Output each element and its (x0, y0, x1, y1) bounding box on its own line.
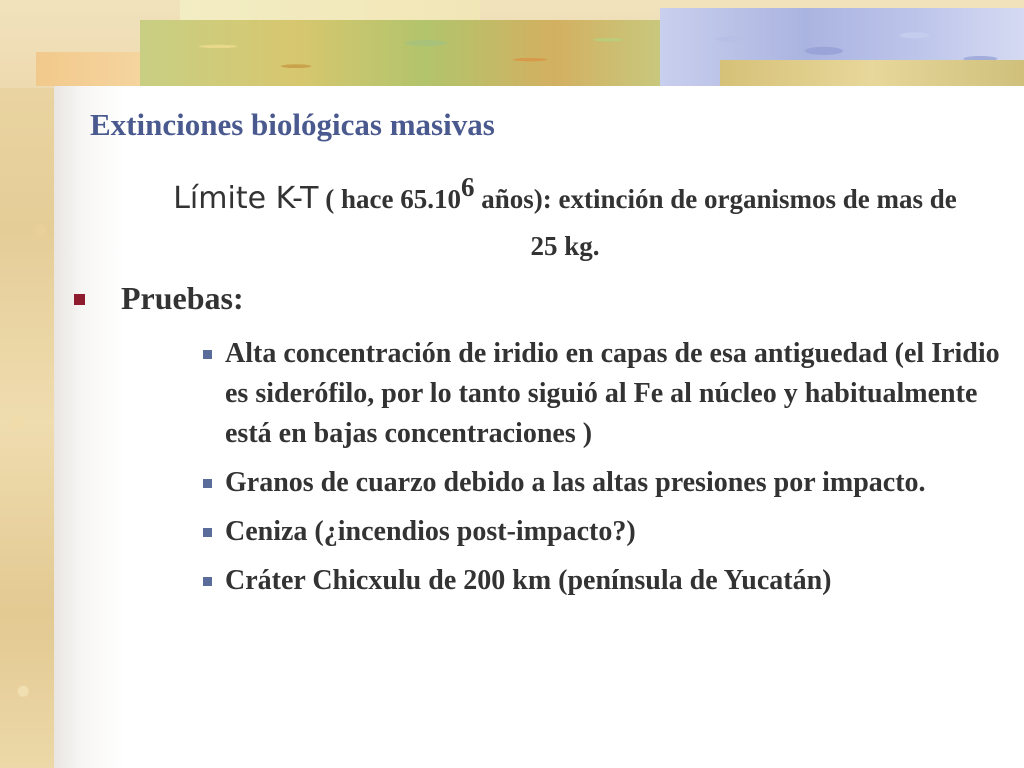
bullet-label: Pruebas: (121, 280, 244, 316)
list-item-text: Alta concentración de iridio en capas de esa antiguedad (el Iridio es siderófilo, por lo tanto siguió al Fe al núcleo y habitualmente está en bajas concentraciones ) (225, 338, 1000, 449)
list-item-text: Cráter Chicxulu de 200 km (península de Yucatán) (225, 565, 832, 596)
square-bullet-icon (74, 294, 85, 305)
list-item (200, 561, 1000, 601)
parchment-border (0, 0, 58, 768)
list-item-text: Ceniza (¿incendios post-impacto?) (225, 516, 636, 547)
banner-image-leaves (140, 20, 660, 86)
slide-title: Extinciones biológicas masivas (90, 107, 495, 142)
subtitle-part-1: ( hace 65.10 (318, 184, 461, 214)
list-item (200, 334, 1000, 454)
subtitle-part-2: años): extinción de organismos de mas de 25 kg. (474, 184, 957, 261)
header-banner (0, 0, 1024, 88)
small-square-bullet-icon (203, 479, 212, 488)
list-item (200, 463, 1000, 503)
evidence-list (200, 334, 1000, 610)
slide-subtitle (160, 172, 970, 272)
small-square-bullet-icon (203, 528, 212, 537)
small-square-bullet-icon (203, 577, 212, 586)
small-square-bullet-icon (203, 350, 212, 359)
banner-image-gold (720, 60, 1024, 86)
list-item-text: Granos de cuarzo debido a las altas presiones por impacto. (225, 467, 926, 498)
bullet-pruebas (74, 280, 244, 317)
list-item (200, 512, 1000, 552)
subtitle-kt: Límite K-T (173, 181, 319, 216)
subtitle-exponent: 6 (461, 172, 475, 202)
